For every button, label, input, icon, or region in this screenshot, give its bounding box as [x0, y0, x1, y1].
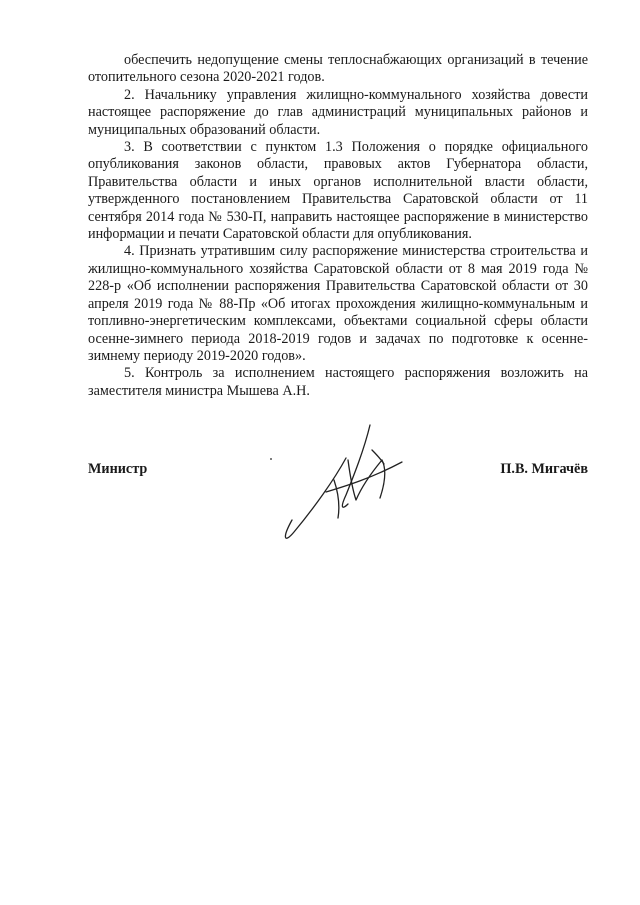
- handwritten-signature-icon: [276, 420, 426, 550]
- signatory-name: П.В. Мигачёв: [500, 461, 588, 477]
- paragraph-item-3: 3. В соответствии с пунктом 1.3 Положения о порядке официального опубликования законов области, правовых актов Губернатора области, Правительства области и иных органов исполнительной власти области, утвержденного постановлением Правительства Саратовской области от 11 сентября 2014 года № 530-П, направить настоящее распоряжение в министерство информации и печати Саратовской области для опубликования.: [88, 139, 588, 243]
- paragraph-item-2: 2. Начальнику управления жилищно-коммунального хозяйства довести настоящее распоряжение до глав администраций муниципальных районов и муниципальных образований области.: [88, 86, 588, 138]
- paragraph-item-4: 4. Признать утратившим силу распоряжение министерства строительства и жилищно-коммунального хозяйства Саратовской области от 8 мая 2019 года № 228-р «Об исполнении распоряжения Правительства Саратовской области от 30 апреля 2019 года № 88-Пр «Об итогах прохождения жилищно-коммунальным и топливно-энергетическим комплексами, объектами социальной сферы области осенне-зимнего периода 2018-2019 годов и задачах по подготовке к осенне-зимнему периоду 2019-2020 годов».: [88, 243, 588, 364]
- paragraph-continuation: обеспечить недопущение смены теплоснабжающих организаций в течение отопительного сезона 2020-2021 годов.: [88, 52, 588, 86]
- scan-speck: [270, 458, 272, 460]
- signatory-position: Министр: [88, 461, 148, 477]
- document-body: [88, 52, 588, 400]
- paragraph-item-5: 5. Контроль за исполнением настоящего распоряжения возложить на заместителя министра Мышева А.Н.: [88, 365, 588, 399]
